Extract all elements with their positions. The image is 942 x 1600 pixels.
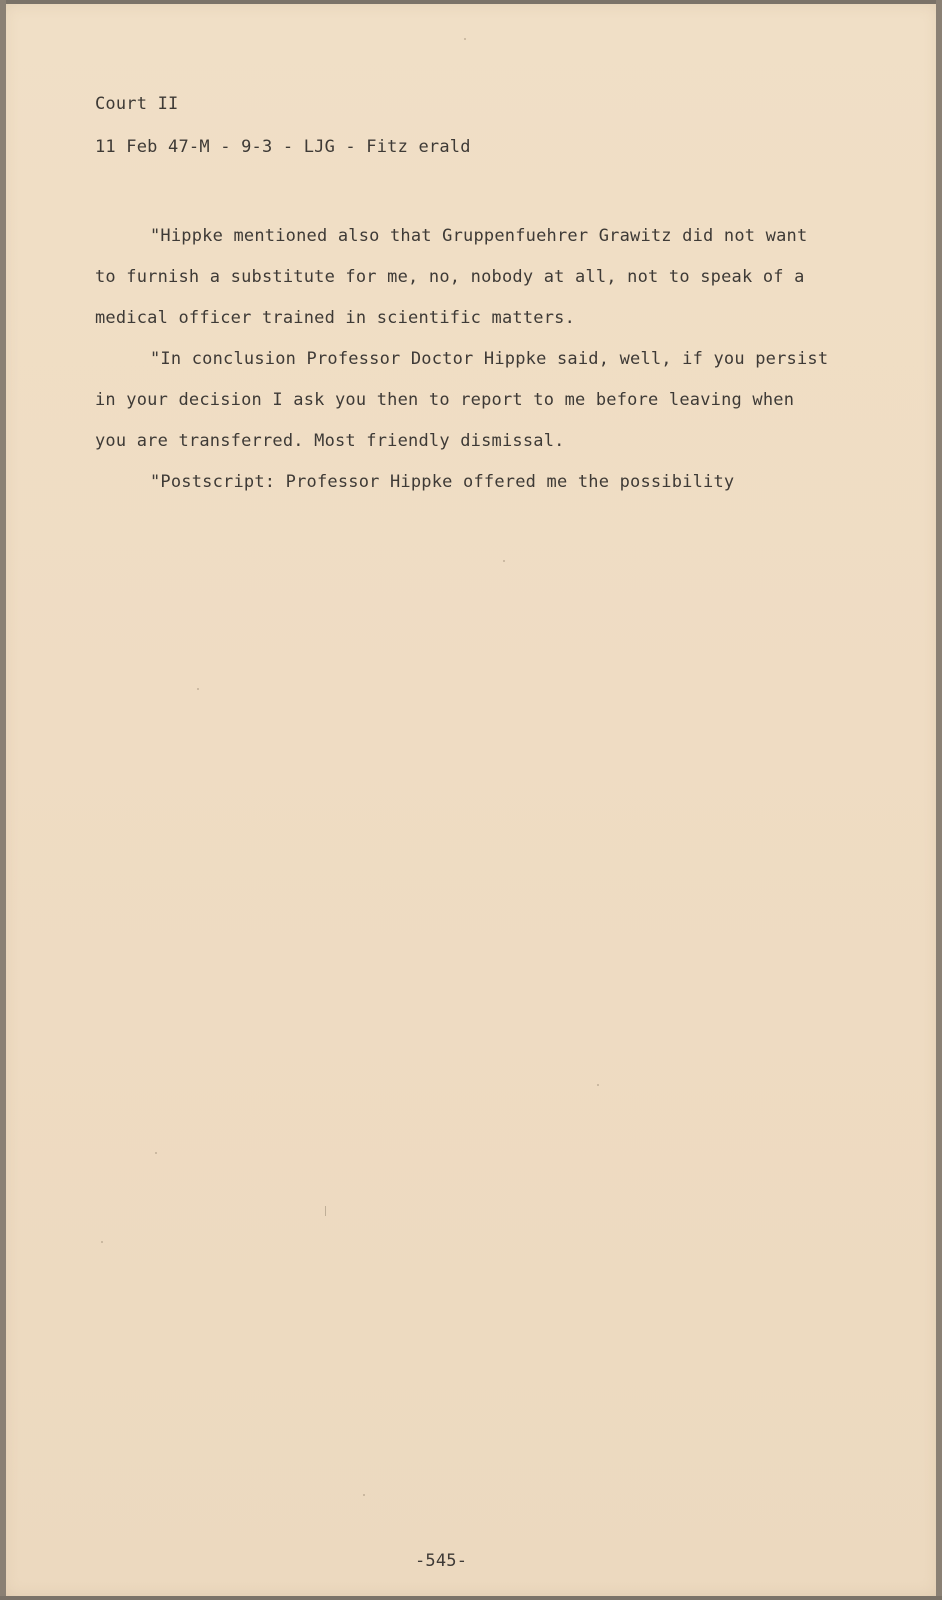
transcript-line: you are transferred. Most friendly dismissal. xyxy=(95,431,565,451)
transcript-line: medical officer trained in scientific matters. xyxy=(95,308,576,328)
court-heading: Court II xyxy=(95,94,179,114)
transcript-line: in your decision I ask you then to report to me before leaving when xyxy=(95,390,795,410)
scan-edge-top xyxy=(0,0,942,4)
paper-speck xyxy=(155,1152,157,1154)
paper-speck xyxy=(363,1494,365,1496)
paper-speck xyxy=(325,1206,326,1216)
paper-speck xyxy=(197,688,199,690)
paper-speck xyxy=(464,38,466,40)
transcript-line: "Postscript: Professor Hippke offered me the possibility xyxy=(150,472,735,492)
transcript-line: to furnish a substitute for me, no, nobody at all, not to speak of a xyxy=(95,267,805,287)
scan-edge-right xyxy=(936,0,942,1600)
paper-speck xyxy=(101,1241,103,1243)
paper-speck xyxy=(503,560,505,562)
transcript-line: "In conclusion Professor Doctor Hippke said, well, if you persist xyxy=(150,349,829,369)
transcript-line: "Hippke mentioned also that Gruppenfuehrer Grawitz did not want xyxy=(150,226,808,246)
scan-edge-bottom xyxy=(0,1596,942,1600)
transcript-body xyxy=(95,216,828,503)
case-line: 11 Feb 47-M - 9-3 - LJG - Fitz erald xyxy=(95,137,471,157)
page-number: -545- xyxy=(415,1551,468,1571)
paper-speck xyxy=(597,1084,599,1086)
scan-edge-left xyxy=(0,0,6,1600)
